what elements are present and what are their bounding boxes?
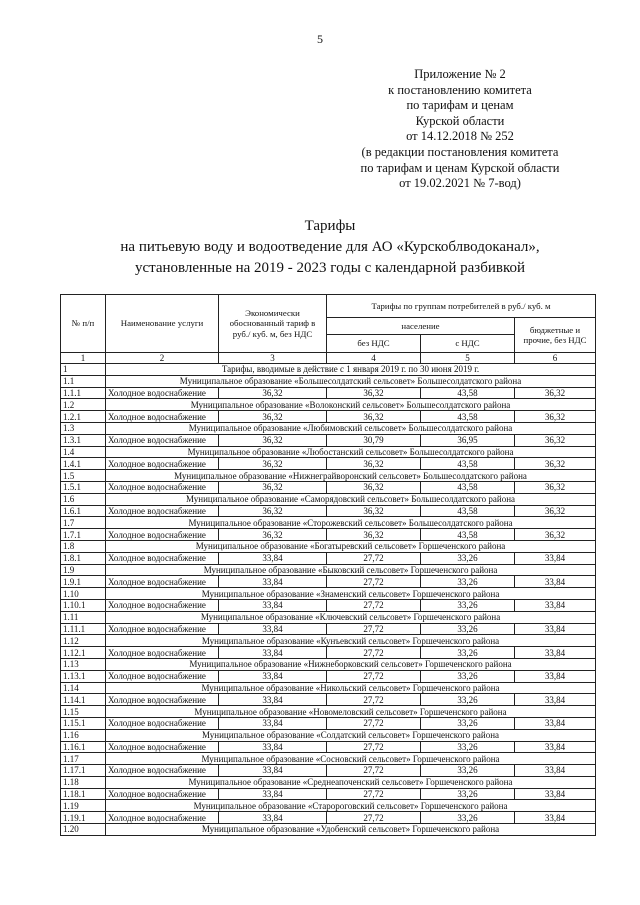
service-name: Холодное водоснабжение bbox=[106, 647, 219, 659]
tariff-value: 36,32 bbox=[219, 505, 327, 517]
row-code: 1.1.1 bbox=[61, 387, 106, 399]
table-body bbox=[61, 353, 596, 836]
budget-value: 33,84 bbox=[515, 599, 596, 611]
tariff-row bbox=[61, 576, 596, 588]
title-line: Тарифы bbox=[304, 218, 356, 234]
service-name: Холодное водоснабжение bbox=[106, 599, 219, 611]
service-name: Холодное водоснабжение bbox=[106, 529, 219, 541]
population-no-vat-value: 27,72 bbox=[327, 741, 421, 753]
group-code: 1.20 bbox=[61, 824, 106, 836]
budget-value: 36,32 bbox=[515, 387, 596, 399]
tariff-row bbox=[61, 387, 596, 399]
population-vat-value: 43,58 bbox=[421, 387, 515, 399]
row-code: 1.7.1 bbox=[61, 529, 106, 541]
row-code: 1.3.1 bbox=[61, 434, 106, 446]
group-code: 1.3 bbox=[61, 422, 106, 434]
municipality-name: Муниципальное образование «Сторожевский сельсовет» Большесолдатского района bbox=[106, 517, 596, 529]
tariff-value: 36,32 bbox=[219, 481, 327, 493]
service-name: Холодное водоснабжение bbox=[106, 387, 219, 399]
column-number: 2 bbox=[106, 353, 219, 364]
municipality-row bbox=[61, 446, 596, 458]
population-no-vat-value: 27,72 bbox=[327, 576, 421, 588]
population-vat-value: 43,58 bbox=[421, 458, 515, 470]
population-vat-value: 33,26 bbox=[421, 788, 515, 800]
tariff-value: 36,32 bbox=[219, 411, 327, 423]
group-code: 1.15 bbox=[61, 706, 106, 718]
tariff-value: 33,84 bbox=[219, 694, 327, 706]
period-code: 1 bbox=[61, 364, 106, 376]
appendix-line: от 14.12.2018 № 252 bbox=[406, 129, 514, 144]
population-vat-value: 33,26 bbox=[421, 623, 515, 635]
budget-value: 36,32 bbox=[515, 434, 596, 446]
tariff-value: 36,32 bbox=[219, 434, 327, 446]
population-vat-value: 43,58 bbox=[421, 529, 515, 541]
document-title bbox=[60, 216, 600, 279]
header-tariff: Экономически обоснованный тариф в руб./ куб. м, без НДС bbox=[219, 295, 327, 353]
service-name: Холодное водоснабжение bbox=[106, 765, 219, 777]
population-vat-value: 33,26 bbox=[421, 552, 515, 564]
service-name: Холодное водоснабжение bbox=[106, 670, 219, 682]
municipality-row bbox=[61, 611, 596, 623]
row-code: 1.16.1 bbox=[61, 741, 106, 753]
population-no-vat-value: 27,72 bbox=[327, 670, 421, 682]
tariff-value: 33,84 bbox=[219, 623, 327, 635]
group-code: 1.18 bbox=[61, 776, 106, 788]
municipality-name: Муниципальное образование «Ключевский сельсовет» Горшеченского района bbox=[106, 611, 596, 623]
header-budget: бюджетные и прочие, без НДС bbox=[515, 318, 596, 353]
budget-value: 36,32 bbox=[515, 411, 596, 423]
population-no-vat-value: 36,32 bbox=[327, 411, 421, 423]
budget-value: 36,32 bbox=[515, 458, 596, 470]
budget-value: 36,32 bbox=[515, 529, 596, 541]
budget-value: 33,84 bbox=[515, 647, 596, 659]
municipality-row bbox=[61, 399, 596, 411]
tariff-value: 33,84 bbox=[219, 647, 327, 659]
header-service: Наименование услуги bbox=[106, 295, 219, 353]
municipality-name: Муниципальное образование «Быковский сельсовет» Горшеченского района bbox=[106, 564, 596, 576]
municipality-name: Муниципальное образование «Никольский сельсовет» Горшеченского района bbox=[106, 682, 596, 694]
municipality-row bbox=[61, 682, 596, 694]
row-code: 1.8.1 bbox=[61, 552, 106, 564]
tariff-value: 36,32 bbox=[219, 529, 327, 541]
municipality-row bbox=[61, 540, 596, 552]
column-number: 3 bbox=[219, 353, 327, 364]
column-number: 1 bbox=[61, 353, 106, 364]
municipality-name: Муниципальное образование «Старороговский сельсовет» Горшеченского района bbox=[106, 800, 596, 812]
municipality-row bbox=[61, 729, 596, 741]
title-line: установленные на 2019 - 2023 годы с календарной разбивкой bbox=[134, 260, 526, 276]
row-code: 1.18.1 bbox=[61, 788, 106, 800]
tariff-row bbox=[61, 694, 596, 706]
budget-value: 33,84 bbox=[515, 576, 596, 588]
row-code: 1.10.1 bbox=[61, 599, 106, 611]
population-no-vat-value: 36,32 bbox=[327, 529, 421, 541]
population-vat-value: 36,95 bbox=[421, 434, 515, 446]
tariff-row bbox=[61, 434, 596, 446]
header-population: население bbox=[327, 318, 515, 335]
row-code: 1.5.1 bbox=[61, 481, 106, 493]
group-code: 1.13 bbox=[61, 658, 106, 670]
group-code: 1.17 bbox=[61, 753, 106, 765]
population-no-vat-value: 36,32 bbox=[327, 481, 421, 493]
tariff-value: 33,84 bbox=[219, 599, 327, 611]
service-name: Холодное водоснабжение bbox=[106, 623, 219, 635]
period-row bbox=[61, 364, 596, 376]
tariff-row bbox=[61, 599, 596, 611]
municipality-row bbox=[61, 800, 596, 812]
service-name: Холодное водоснабжение bbox=[106, 576, 219, 588]
tariff-row bbox=[61, 505, 596, 517]
tariff-row bbox=[61, 670, 596, 682]
population-vat-value: 43,58 bbox=[421, 505, 515, 517]
population-vat-value: 33,26 bbox=[421, 670, 515, 682]
population-vat-value: 33,26 bbox=[421, 647, 515, 659]
municipality-name: Муниципальное образование «Богатыревский сельсовет» Горшеченского района bbox=[106, 540, 596, 552]
row-code: 1.17.1 bbox=[61, 765, 106, 777]
tariff-table bbox=[60, 294, 596, 836]
group-code: 1.6 bbox=[61, 493, 106, 505]
municipality-row bbox=[61, 422, 596, 434]
tariff-value: 33,84 bbox=[219, 741, 327, 753]
row-code: 1.2.1 bbox=[61, 411, 106, 423]
tariff-row bbox=[61, 411, 596, 423]
population-vat-value: 33,26 bbox=[421, 765, 515, 777]
budget-value: 33,84 bbox=[515, 694, 596, 706]
population-no-vat-value: 27,72 bbox=[327, 647, 421, 659]
service-name: Холодное водоснабжение bbox=[106, 741, 219, 753]
municipality-name: Муниципальное образование «Среднеапоченский сельсовет» Горшеченского района bbox=[106, 776, 596, 788]
appendix-line: по тарифам и ценам Курской области bbox=[360, 160, 560, 175]
population-vat-value: 33,26 bbox=[421, 717, 515, 729]
row-code: 1.15.1 bbox=[61, 717, 106, 729]
appendix-block bbox=[330, 67, 590, 192]
municipality-row bbox=[61, 564, 596, 576]
population-no-vat-value: 27,72 bbox=[327, 788, 421, 800]
municipality-name: Муниципальное образование «Любостанский сельсовет» Большесолдатского района bbox=[106, 446, 596, 458]
row-code: 1.9.1 bbox=[61, 576, 106, 588]
population-vat-value: 33,26 bbox=[421, 812, 515, 824]
column-numbers-row bbox=[61, 353, 596, 364]
tariff-row bbox=[61, 481, 596, 493]
population-vat-value: 33,26 bbox=[421, 599, 515, 611]
budget-value: 33,84 bbox=[515, 812, 596, 824]
tariff-row bbox=[61, 458, 596, 470]
population-no-vat-value: 30,79 bbox=[327, 434, 421, 446]
budget-value: 36,32 bbox=[515, 481, 596, 493]
service-name: Холодное водоснабжение bbox=[106, 694, 219, 706]
period-title: Тарифы, вводимые в действие с 1 января 2019 г. по 30 июня 2019 г. bbox=[106, 364, 596, 376]
row-code: 1.13.1 bbox=[61, 670, 106, 682]
group-code: 1.2 bbox=[61, 399, 106, 411]
service-name: Холодное водоснабжение bbox=[106, 458, 219, 470]
budget-value: 33,84 bbox=[515, 717, 596, 729]
municipality-row bbox=[61, 375, 596, 387]
population-vat-value: 43,58 bbox=[421, 411, 515, 423]
column-number: 4 bbox=[327, 353, 421, 364]
service-name: Холодное водоснабжение bbox=[106, 505, 219, 517]
municipality-row bbox=[61, 588, 596, 600]
population-no-vat-value: 27,72 bbox=[327, 765, 421, 777]
municipality-row bbox=[61, 706, 596, 718]
municipality-name: Муниципальное образование «Большесолдатский сельсовет» Большесолдатского района bbox=[106, 375, 596, 387]
group-code: 1.16 bbox=[61, 729, 106, 741]
service-name: Холодное водоснабжение bbox=[106, 812, 219, 824]
municipality-name: Муниципальное образование «Знаменский сельсовет» Горшеченского района bbox=[106, 588, 596, 600]
group-code: 1.14 bbox=[61, 682, 106, 694]
tariff-value: 33,84 bbox=[219, 765, 327, 777]
tariff-value: 33,84 bbox=[219, 812, 327, 824]
municipality-name: Муниципальное образование «Новомеловский сельсовет» Горшеченского района bbox=[106, 706, 596, 718]
appendix-line: к постановлению комитета bbox=[388, 82, 532, 97]
page-number: 5 bbox=[317, 32, 323, 46]
population-vat-value: 33,26 bbox=[421, 741, 515, 753]
header-no-vat: без НДС bbox=[327, 335, 421, 353]
tariff-row bbox=[61, 765, 596, 777]
budget-value: 36,32 bbox=[515, 505, 596, 517]
service-name: Холодное водоснабжение bbox=[106, 552, 219, 564]
row-code: 1.19.1 bbox=[61, 812, 106, 824]
group-code: 1.12 bbox=[61, 635, 106, 647]
population-vat-value: 33,26 bbox=[421, 694, 515, 706]
municipality-name: Муниципальное образование «Нижнеборковский сельсовет» Горшеченского района bbox=[106, 658, 596, 670]
municipality-name: Муниципальное образование «Сосновский сельсовет» Горшеченского района bbox=[106, 753, 596, 765]
budget-value: 33,84 bbox=[515, 552, 596, 564]
tariff-row bbox=[61, 717, 596, 729]
budget-value: 33,84 bbox=[515, 623, 596, 635]
municipality-name: Муниципальное образование «Волоконский сельсовет» Большесолдатского района bbox=[106, 399, 596, 411]
municipality-row bbox=[61, 824, 596, 836]
municipality-row bbox=[61, 776, 596, 788]
municipality-row bbox=[61, 635, 596, 647]
group-code: 1.1 bbox=[61, 375, 106, 387]
tariff-row bbox=[61, 552, 596, 564]
header-with-vat: с НДС bbox=[421, 335, 515, 353]
population-vat-value: 33,26 bbox=[421, 576, 515, 588]
tariff-value: 36,32 bbox=[219, 458, 327, 470]
municipality-name: Муниципальное образование «Саморядовский сельсовет» Большесолдатского района bbox=[106, 493, 596, 505]
group-code: 1.5 bbox=[61, 470, 106, 482]
population-no-vat-value: 36,32 bbox=[327, 387, 421, 399]
tariff-row bbox=[61, 623, 596, 635]
row-code: 1.14.1 bbox=[61, 694, 106, 706]
service-name: Холодное водоснабжение bbox=[106, 434, 219, 446]
population-no-vat-value: 36,32 bbox=[327, 505, 421, 517]
appendix-line: Приложение № 2 bbox=[414, 67, 506, 81]
municipality-name: Муниципальное образование «Удобенский сельсовет» Горшеченского района bbox=[106, 824, 596, 836]
group-code: 1.9 bbox=[61, 564, 106, 576]
municipality-row bbox=[61, 753, 596, 765]
tariff-row bbox=[61, 529, 596, 541]
municipality-name: Муниципальное образование «Солдатский сельсовет» Горшеченского района bbox=[106, 729, 596, 741]
tariff-value: 33,84 bbox=[219, 576, 327, 588]
header-num: № п/п bbox=[61, 295, 106, 353]
row-code: 1.6.1 bbox=[61, 505, 106, 517]
row-code: 1.11.1 bbox=[61, 623, 106, 635]
tariff-value: 33,84 bbox=[219, 552, 327, 564]
service-name: Холодное водоснабжение bbox=[106, 411, 219, 423]
appendix-line: Курской области bbox=[415, 113, 505, 128]
group-code: 1.19 bbox=[61, 800, 106, 812]
appendix-line: от 19.02.2021 № 7-вод) bbox=[399, 176, 521, 191]
tariff-value: 33,84 bbox=[219, 670, 327, 682]
population-no-vat-value: 27,72 bbox=[327, 623, 421, 635]
municipality-row bbox=[61, 658, 596, 670]
service-name: Холодное водоснабжение bbox=[106, 481, 219, 493]
tariff-value: 33,84 bbox=[219, 717, 327, 729]
municipality-row bbox=[61, 517, 596, 529]
tariff-row bbox=[61, 788, 596, 800]
row-code: 1.12.1 bbox=[61, 647, 106, 659]
population-no-vat-value: 27,72 bbox=[327, 552, 421, 564]
budget-value: 33,84 bbox=[515, 788, 596, 800]
budget-value: 33,84 bbox=[515, 741, 596, 753]
tariff-row bbox=[61, 812, 596, 824]
population-vat-value: 43,58 bbox=[421, 481, 515, 493]
group-code: 1.11 bbox=[61, 611, 106, 623]
appendix-line: по тарифам и ценам bbox=[406, 98, 514, 113]
population-no-vat-value: 27,72 bbox=[327, 599, 421, 611]
municipality-name: Муниципальное образование «Любимовский сельсовет» Большесолдатского района bbox=[106, 422, 596, 434]
tariff-value: 36,32 bbox=[219, 387, 327, 399]
service-name: Холодное водоснабжение bbox=[106, 717, 219, 729]
municipality-row bbox=[61, 493, 596, 505]
population-no-vat-value: 36,32 bbox=[327, 458, 421, 470]
column-number: 6 bbox=[515, 353, 596, 364]
tariff-value: 33,84 bbox=[219, 788, 327, 800]
group-code: 1.4 bbox=[61, 446, 106, 458]
group-code: 1.7 bbox=[61, 517, 106, 529]
group-code: 1.10 bbox=[61, 588, 106, 600]
appendix-line: (в редакции постановления комитета bbox=[361, 144, 559, 159]
group-code: 1.8 bbox=[61, 540, 106, 552]
population-no-vat-value: 27,72 bbox=[327, 717, 421, 729]
municipality-name: Муниципальное образование «Кунъевский сельсовет» Горшеченского района bbox=[106, 635, 596, 647]
municipality-name: Муниципальное образование «Нижнеграйворонский сельсовет» Большесолдатского района bbox=[106, 470, 596, 482]
population-no-vat-value: 27,72 bbox=[327, 812, 421, 824]
tariff-row bbox=[61, 741, 596, 753]
municipality-row bbox=[61, 470, 596, 482]
budget-value: 33,84 bbox=[515, 765, 596, 777]
tariff-row bbox=[61, 647, 596, 659]
population-no-vat-value: 27,72 bbox=[327, 694, 421, 706]
row-code: 1.4.1 bbox=[61, 458, 106, 470]
budget-value: 33,84 bbox=[515, 670, 596, 682]
header-groups: Тарифы по группам потребителей в руб./ куб. м bbox=[327, 295, 596, 318]
service-name: Холодное водоснабжение bbox=[106, 788, 219, 800]
column-number: 5 bbox=[421, 353, 515, 364]
title-line: на питьевую воду и водоотведение для АО «Курскоблводоканал», bbox=[120, 239, 540, 255]
